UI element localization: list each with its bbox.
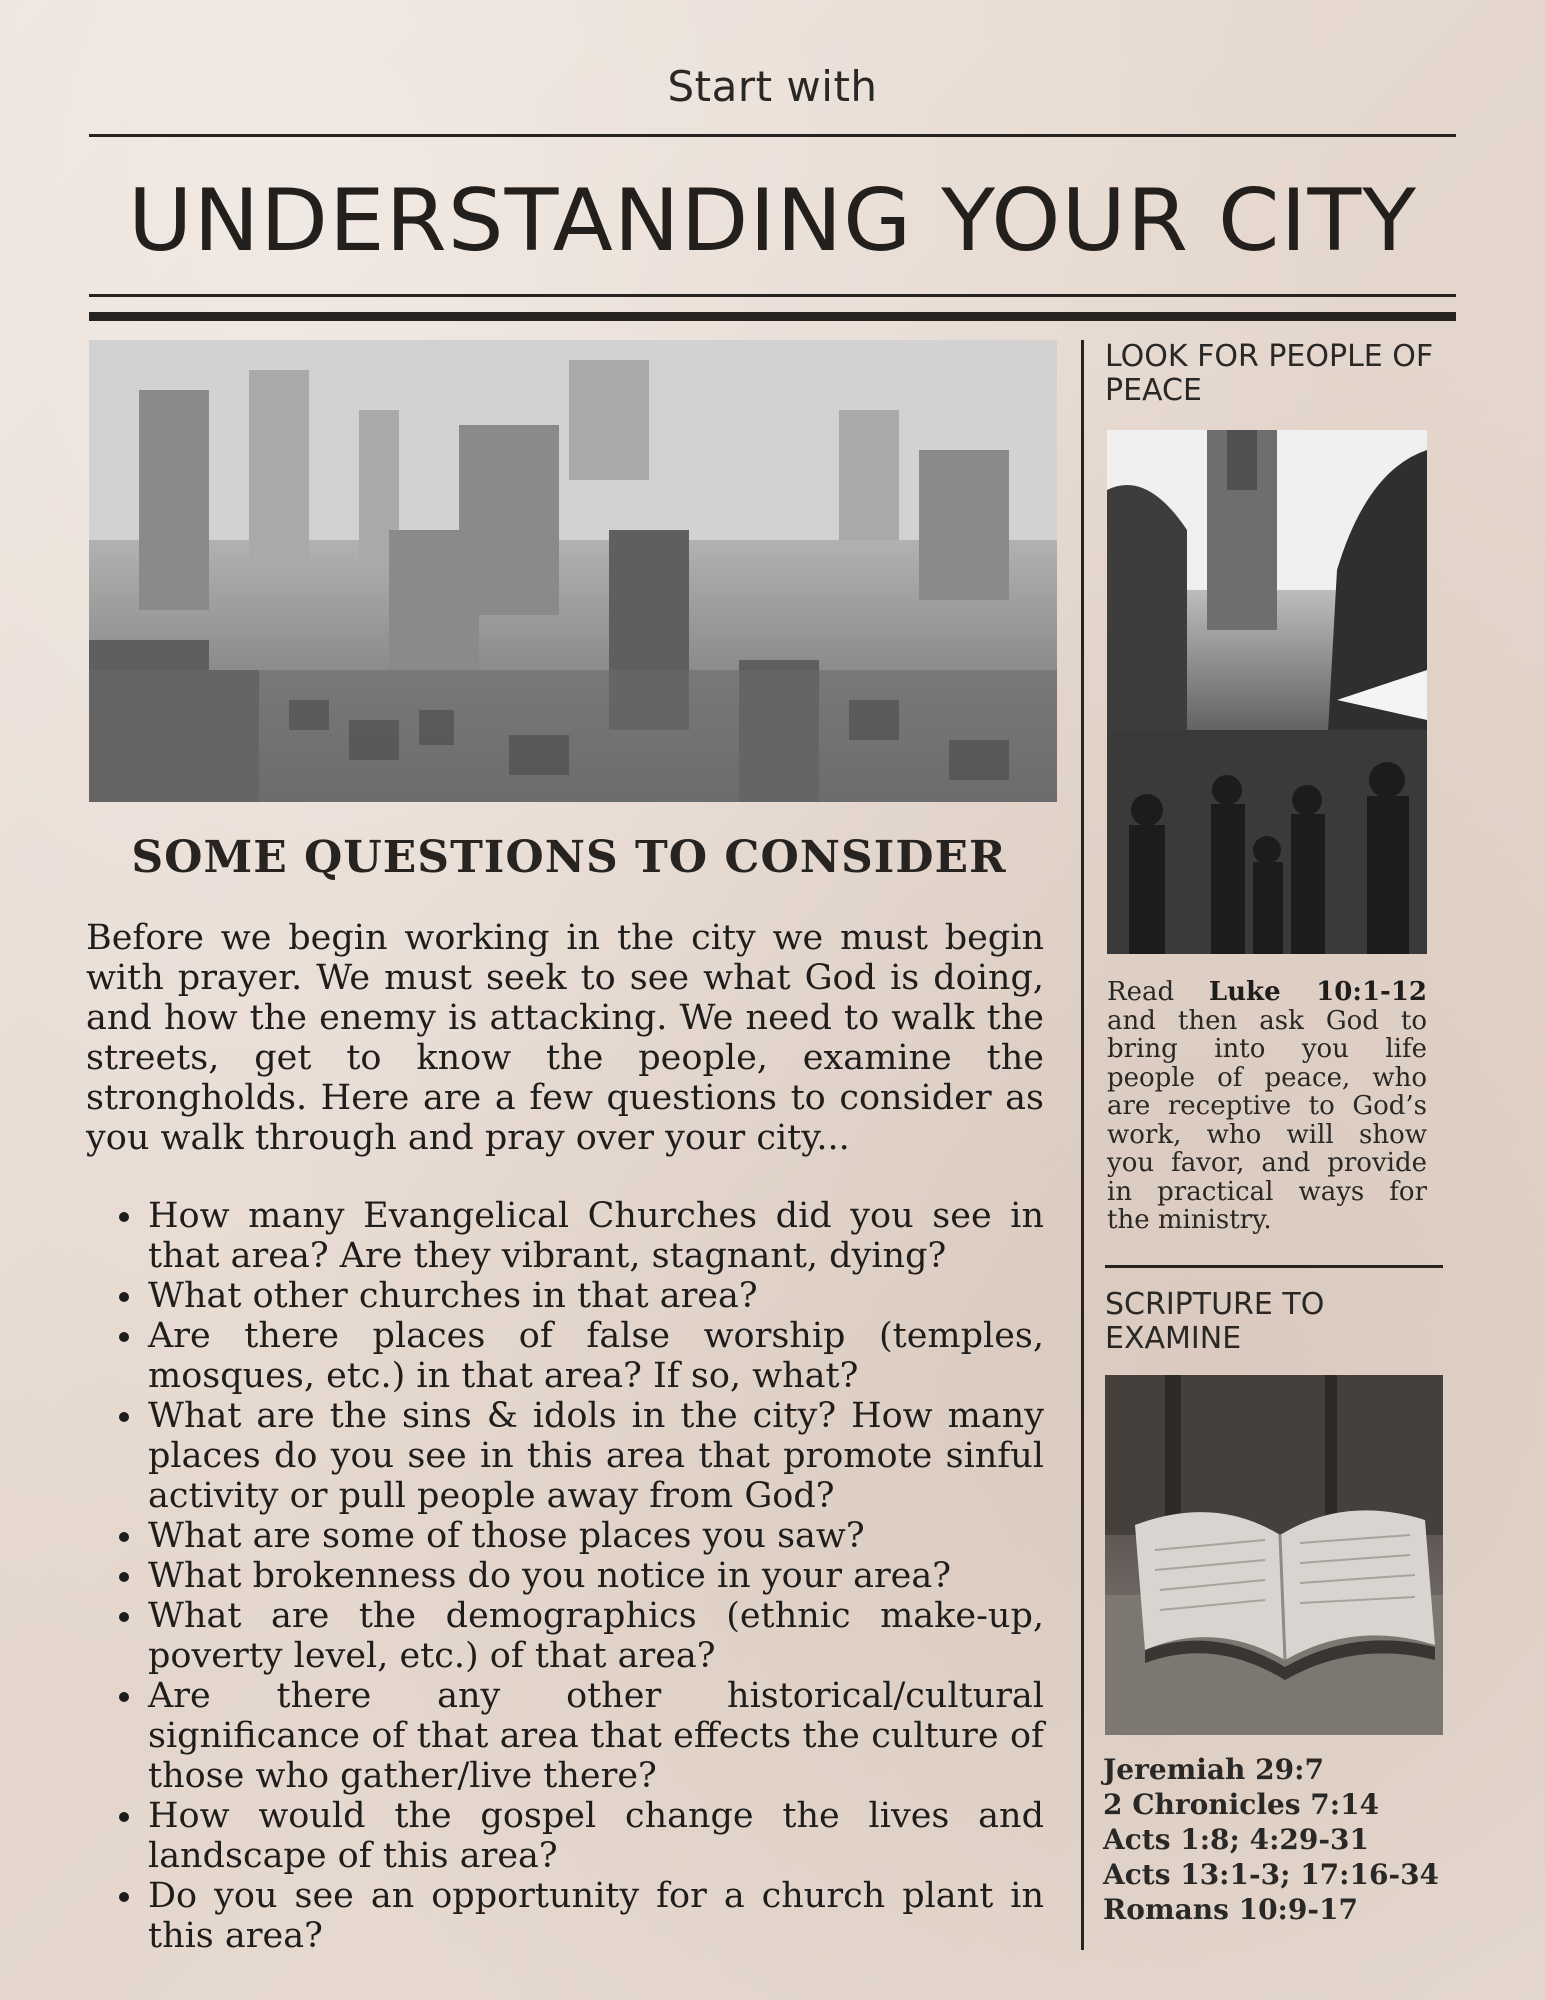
question-list: [86, 1196, 1044, 1956]
page-title: UNDERSTANDING YOUR CITY: [128, 170, 1417, 271]
list-item: • Do you see an opportunity for a church plant in this area?: [146, 1876, 1044, 1956]
header-rule-thick: [89, 312, 1456, 321]
intro-paragraph: Before we begin working in the city we must begin with prayer. We must seek to see what God is doing, and how the enemy is attacking. We need to walk the streets, get to know the people, examine the strongholds. Here are a few questions to consider as you walk through and pray over your city...: [86, 918, 1044, 1158]
read-label: Read: [1107, 977, 1175, 1007]
people-of-peace-body: and then ask God to bring into you life people of peace, who are receptive to God’s work, who will show you favor, and provide in practical ways for the ministry.: [1107, 1005, 1427, 1235]
list-item: Jeremiah 29:7: [1103, 1753, 1324, 1786]
list-item: • What are the sins & idols in the city? How many places do you see in this area that promote sinful activity or pull people away from God?: [146, 1396, 1044, 1516]
people-of-peace-heading: LOOK FOR PEOPLE OF PEACE: [1105, 339, 1434, 408]
list-item: • What are the demographics (ethnic make-up, poverty level, etc.) of that area?: [146, 1596, 1044, 1676]
list-item: • What other churches in that area?: [146, 1276, 1044, 1316]
sidebar-rule: [1105, 1265, 1443, 1268]
list-item: • What are some of those places you saw?: [146, 1516, 1044, 1556]
list-item: • Are there any other historical/cultural significance of that area that effects the culture of those who gather/live there?: [146, 1676, 1044, 1796]
list-item: • How many Evangelical Churches did you see in that area? Are they vibrant, stagnant, dying?: [146, 1196, 1044, 1276]
people-of-peace-text: [1107, 978, 1427, 1235]
header-rule-top: [89, 134, 1456, 137]
scripture-reference-inline: Luke 10:1-12: [1208, 977, 1428, 1007]
kicker-text: Start with: [667, 62, 878, 111]
open-bible-photo: [1105, 1375, 1443, 1735]
list-item: Acts 1:8; 4:29-31: [1103, 1823, 1369, 1856]
list-item: 2 Chronicles 7:14: [1103, 1788, 1380, 1821]
list-item: • How would the gospel change the lives and landscape of this area?: [146, 1796, 1044, 1876]
column-divider: [1081, 340, 1084, 1950]
section-heading: SOME QUESTIONS TO CONSIDER: [131, 832, 1007, 883]
list-item: Acts 13:1-3; 17:16-34: [1103, 1858, 1440, 1891]
scripture-heading: SCRIPTURE TO EXAMINE: [1105, 1287, 1325, 1356]
scripture-reference-list: [1103, 1752, 1463, 1927]
list-item: • Are there places of false worship (temples, mosques, etc.) in that area? If so, what?: [146, 1316, 1044, 1396]
header-rule-thin: [89, 294, 1456, 297]
city-skyline-photo: [89, 340, 1057, 802]
list-item: Romans 10:9-17: [1103, 1893, 1358, 1926]
crowd-street-photo: [1107, 430, 1427, 954]
list-item: • What brokenness do you notice in your area?: [146, 1556, 1044, 1596]
